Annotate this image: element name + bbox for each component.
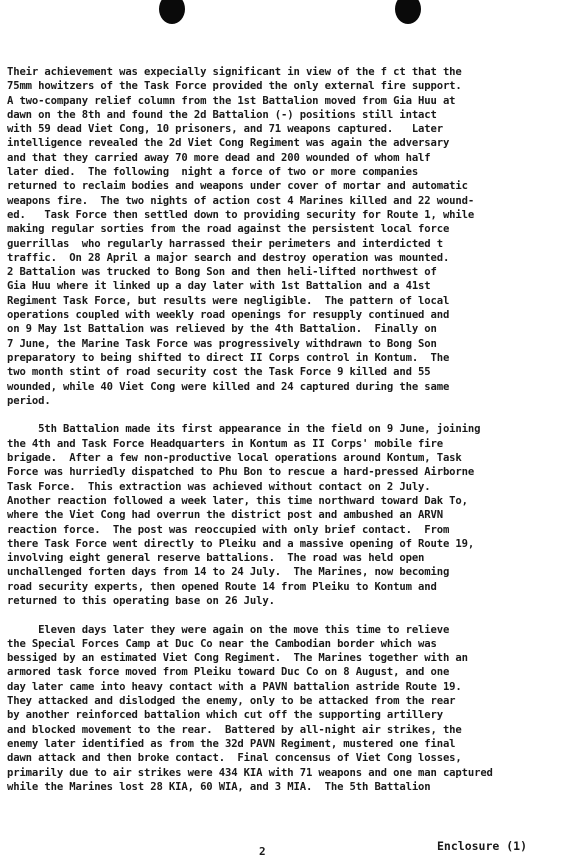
text-line: Another reaction followed a week later, this time northward toward Dak To, [7, 494, 468, 507]
text-line: day later came into heavy contact with a PAVN battalion astride Route 19. [7, 680, 462, 693]
text-line: A two-company relief column from the 1st Battalion moved from Gia Huu at [7, 94, 456, 107]
text-line: there Task Force went directly to Pleiku and a massive opening of Route 19, [7, 537, 475, 550]
paragraph-gap [7, 608, 563, 622]
text-line: unchallenged forten days from 14 to 24 July. The Marines, now becoming [7, 566, 450, 579]
text-line: road security experts, then opened Route 14 from Pleiku to Kontum and [7, 580, 437, 593]
punch-hole-right [395, 0, 421, 24]
text-line: period. [7, 394, 51, 407]
text-line: returned to this operating base on 26 July. [7, 594, 275, 607]
text-line: 2 Battalion was trucked to Bong Son and then heli-lifted northwest of [7, 266, 437, 279]
paragraph-2 [7, 422, 563, 608]
text-line: traffic. On 28 April a major search and destroy operation was mounted. [7, 251, 450, 264]
text-line: and blocked movement to the rear. Battered by all-night air strikes, the [7, 723, 462, 736]
document-body [7, 65, 563, 794]
text-line: two month stint of road security cost the Task Force 9 killed and 55 [7, 366, 431, 379]
punch-hole-left [159, 0, 185, 24]
paragraph-3 [7, 623, 563, 795]
text-line: bessiged by an estimated Viet Cong Regiment. The Marines together with an [7, 652, 468, 665]
text-line: on 9 May 1st Battalion was relieved by the 4th Battalion. Finally on [7, 323, 437, 336]
text-line: dawn on the 8th and found the 2d Battalion (-) positions still intact [7, 108, 437, 121]
paragraph-1 [7, 65, 563, 408]
text-line: ed. Task Force then settled down to providing security for Route 1, while [7, 208, 475, 221]
text-line: dawn attack and then broke contact. Final concensus of Viet Cong losses, [7, 752, 462, 765]
text-line: later died. The following night a force of two or more companies [7, 166, 419, 179]
text-line: Regiment Task Force, but results were negligible. The pattern of local [7, 294, 450, 307]
text-line: preparatory to being shifted to direct II Corps control in Kontum. The [7, 351, 450, 364]
text-line: 75mm howitzers of the Task Force provided the only external fire support. [7, 80, 462, 93]
text-line: Task Force. This extraction was achieved without contact on 2 July. [7, 480, 431, 493]
text-line: returned to reclaim bodies and weapons under cover of mortar and automatic [7, 180, 468, 193]
text-line: weapons fire. The two nights of action cost 4 Marines killed and 22 wound- [7, 194, 475, 207]
text-line: while the Marines lost 28 KIA, 60 WIA, and 3 MIA. The 5th Battalion [7, 780, 431, 793]
text-line: making regular sorties from the road against the persistent local force [7, 223, 450, 236]
text-line: Force was hurriedly dispatched to Phu Bon to rescue a hard-pressed Airborne [7, 466, 475, 479]
text-line: They attacked and dislodged the enemy, only to be attacked from the rear [7, 695, 456, 708]
text-line: Eleven days later they were again on the move this time to relieve [7, 623, 450, 636]
text-line: brigade. After a few non-productive local operations around Kontum, Task [7, 452, 462, 465]
text-line: enemy later identified as from the 32d PAVN Regiment, mustered one final [7, 737, 456, 750]
text-line: involving eight general reserve battalions. The road was held open [7, 552, 425, 565]
text-line: the 4th and Task Force Headquarters in Kontum as II Corps' mobile fire [7, 437, 443, 450]
text-line: Their achievement was expecially significant in view of the f ct that the [7, 66, 462, 78]
text-line: where the Viet Cong had overrun the district post and ambushed an ARVN [7, 509, 443, 522]
paragraph-gap [7, 408, 563, 422]
text-line: primarily due to air strikes were 434 KIA with 71 weapons and one man captured [7, 766, 493, 779]
text-line: armored task force moved from Pleiku toward Duc Co on 8 August, and one [7, 666, 450, 679]
text-line: 7 June, the Marine Task Force was progressively withdrawn to Bong Son [7, 337, 437, 350]
text-line: 5th Battalion made its first appearance in the field on 9 June, joining [7, 423, 481, 436]
enclosure-label: Enclosure (1) [437, 839, 528, 853]
text-line: by another reinforced battalion which cut off the supporting artillery [7, 709, 443, 722]
text-line: the Special Forces Camp at Duc Co near the Cambodian border which was [7, 637, 437, 650]
text-line: and that they carried away 70 more dead and 200 wounded of whom half [7, 151, 431, 164]
text-line: guerrillas who regularly harrassed their perimeters and interdicted t [7, 237, 443, 250]
text-line: Gia Huu where it linked up a day later with 1st Battalion and a 41st [7, 280, 431, 293]
text-line: intelligence revealed the 2d Viet Cong Regiment was again the adversary [7, 137, 450, 150]
text-line: operations coupled with weekly road openings for resupply continued and [7, 309, 450, 322]
text-line: wounded, while 40 Viet Cong were killed and 24 captured during the same [7, 380, 450, 393]
text-line: reaction force. The post was reoccupied with only brief contact. From [7, 523, 450, 536]
page-number: 2 [259, 845, 266, 858]
text-line: with 59 dead Viet Cong, 10 prisoners, and 71 weapons captured. Later [7, 123, 443, 136]
